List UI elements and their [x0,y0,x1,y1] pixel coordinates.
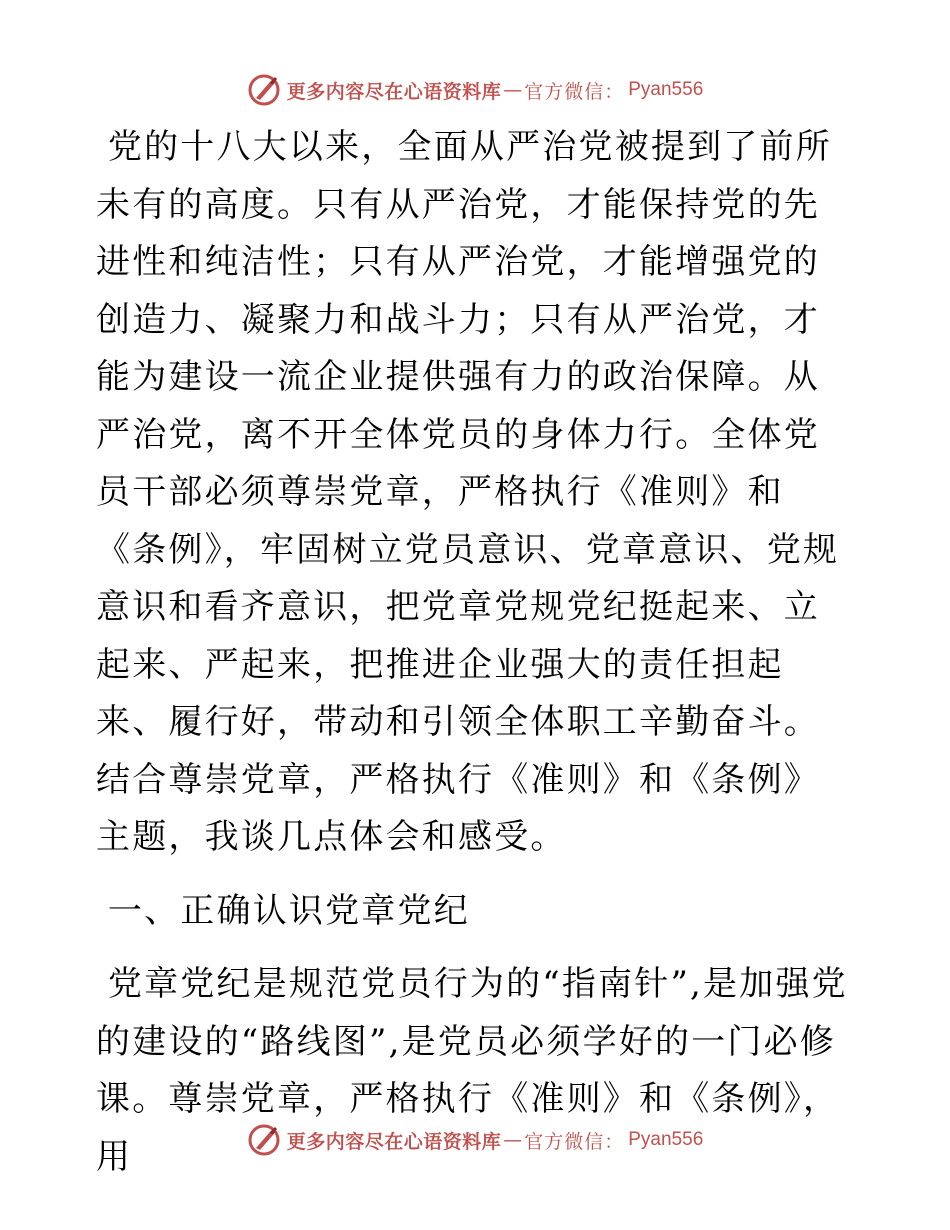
footer-wechat-label: 官方微信： [524,1130,625,1153]
header-wechat-handle: Pyan556 [628,79,704,100]
footer-separator: — [503,1129,523,1151]
header-wechat-label: 官方微信： [524,80,625,103]
header-watermark [0,70,950,110]
footer-brand-text: 更多内容尽在心语资料库 [286,1130,502,1153]
header-separator: — [503,79,523,101]
quill-pen-icon [247,1123,281,1157]
document-body [96,119,856,1186]
section-heading: 一、正确认识党章党纪 [107,890,470,931]
paragraph-intro: 党的十八大以来，全面从严治党被提到了前所未有的高度。只有从严治党，才能保持党的先进性和纯洁性；只有从严治党，才能增强党的创造力、凝聚力和战斗力；只有从严治党，才能为建设一流企业提供强有力的政治保障。从严治党，离不开全体党员的身体力行。全体党员干部必须尊崇党章，严格执行《准则》和《条例》，牢固树立党员意识、党章意识、党规意识和看齐意识，把党章党规党纪挺起来、立起来、严起来，把推进企业强大的责任担起来、履行好，带动和引领全体职工辛勤奋斗。结合尊崇党章，严格执行《准则》和《条例》主题，我谈几点体会和感受。 [96,127,840,857]
header-brand-text: 更多内容尽在心语资料库 [286,80,502,103]
footer-wechat-handle: Pyan556 [628,1129,704,1150]
paragraph-section-1: 党章党纪是规范党员行为的“指南针”,是加强党的建设的“路线图”,是党员必须学好的一门必修课。尊崇党章，严格执行《准则》和《条例》，用 [96,964,848,1177]
quill-pen-icon [247,73,281,107]
footer-watermark [0,1120,950,1160]
